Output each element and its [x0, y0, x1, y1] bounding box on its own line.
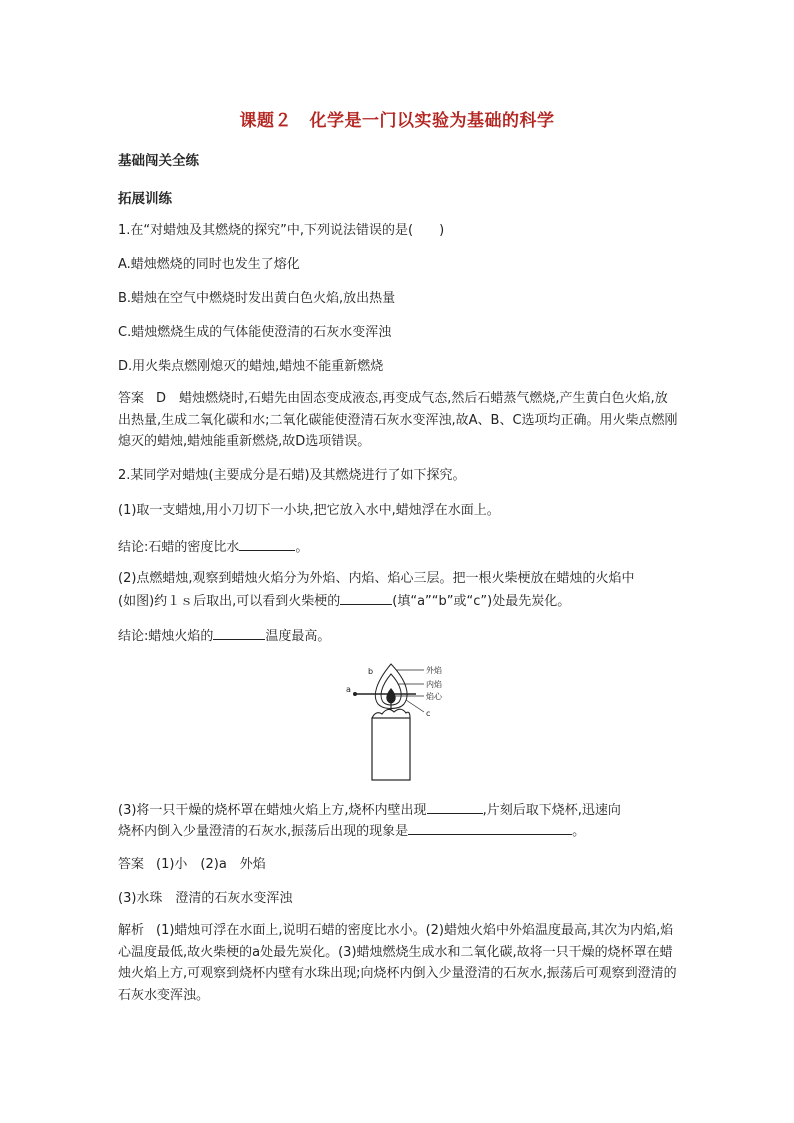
question-1-option-c: C.蜡烛燃烧生成的气体能使澄清的石灰水变浑浊	[118, 325, 392, 340]
question-1-option-d: D.用火柴点燃刚熄灭的蜡烛,蜡烛不能重新燃烧	[118, 359, 384, 374]
answer-label: 答案	[118, 391, 145, 406]
question-2-analysis	[118, 920, 678, 1006]
label-point-b: b	[368, 667, 374, 676]
answer-label: 答案	[118, 857, 145, 872]
question-2-answer-line-2: (3)水珠 澄清的石灰水变浑浊	[118, 891, 293, 906]
label-point-c: c	[426, 709, 431, 718]
label-outer-flame: 外焰	[426, 666, 442, 675]
answer-text: D 蜡烛燃烧时,石蜡先由固态变成液态,再变成气态,然后石蜡蒸气燃烧,产生黄白色火焰,放出热量,生成二氧化碳和水;二氧化碳能使澄清石灰水变浑浊,故A、B、C选项均正确。用火柴点燃刚熄灭的蜡烛,蜡烛能重新燃烧,故D选项错误。	[118, 391, 678, 449]
answer-blank	[239, 536, 295, 551]
question-2-part-3-line-2: 烧杯内倒入少量澄清的石灰水,振荡后出现的现象是 。	[118, 820, 585, 842]
page-title: 课题２ 化学是一门以实验为基础的科学	[239, 111, 555, 131]
question-2-part-3-line-1: (3)将一只干燥的烧杯罩在蜡烛火焰上方,烧杯内壁出现 ,片刻后取下烧杯,迅速向	[118, 799, 621, 821]
candle-flame-diagram	[338, 660, 478, 785]
label-inner-flame: 内焰	[426, 680, 442, 689]
question-2-part-1: (1)取一支蜡烛,用小刀切下一小块,把它放入水中,蜡烛浮在水面上。	[118, 503, 500, 518]
question-1-option-b: B.蜡烛在空气中燃烧时发出黄白色火焰,放出热量	[118, 291, 396, 306]
question-1-option-a: A.蜡烛燃烧的同时也发生了熔化	[118, 257, 300, 272]
answer-blank	[213, 625, 265, 640]
section-heading-basic: 基础闯关全练	[118, 153, 199, 169]
candle-body	[372, 718, 410, 780]
question-2-part-2-line-1: (2)点燃蜡烛,观察到蜡烛火焰分为外焰、内焰、焰心三层。把一根火柴梗放在蜡烛的火焰中	[118, 571, 635, 586]
question-2-answer-line-1: 答案 (1)小 (2)a 外焰	[118, 857, 266, 872]
question-2-conclusion-2: 结论:蜡烛火焰的 温度最高。	[118, 625, 330, 647]
analysis-label: 解析	[118, 923, 145, 938]
answer-blank	[427, 799, 483, 814]
question-1-stem: 1.在“对蜡烛及其燃烧的探究”中,下列说法错误的是( )	[118, 223, 445, 238]
question-1-answer	[118, 388, 678, 453]
label-flame-core: 焰心	[426, 692, 442, 701]
question-2-stem: 2.某同学对蜡烛(主要成分是石蜡)及其燃烧进行了如下探究。	[118, 468, 466, 483]
answer-blank	[408, 820, 572, 835]
analysis-text: (1)蜡烛可浮在水面上,说明石蜡的密度比水小。(2)蜡烛火焰中外焰温度最高,其次为内焰,焰心温度最低,故火柴梗的a处最先炭化。(3)蜡烛燃烧生成水和二氧化碳,故将一只干燥的烧杯罩在蜡烛火焰上方,可观察到烧杯内壁有水珠出现;向烧杯内倒入少量澄清的石灰水,振荡后可观察到澄清的石灰水变浑浊。	[118, 923, 677, 1003]
answer-blank	[340, 590, 392, 605]
section-heading-extended: 拓展训练	[118, 191, 172, 207]
match-end-a	[353, 692, 357, 696]
label-point-a: a	[346, 685, 351, 694]
question-2-conclusion-1: 结论:石蜡的密度比水 。	[118, 536, 308, 558]
candle-top	[372, 709, 410, 718]
question-2-part-2-line-2: (如图)约１ｓ后取出,可以看到火柴梗的 (填“a”“b”或“c”)处最先炭化。	[118, 590, 570, 612]
